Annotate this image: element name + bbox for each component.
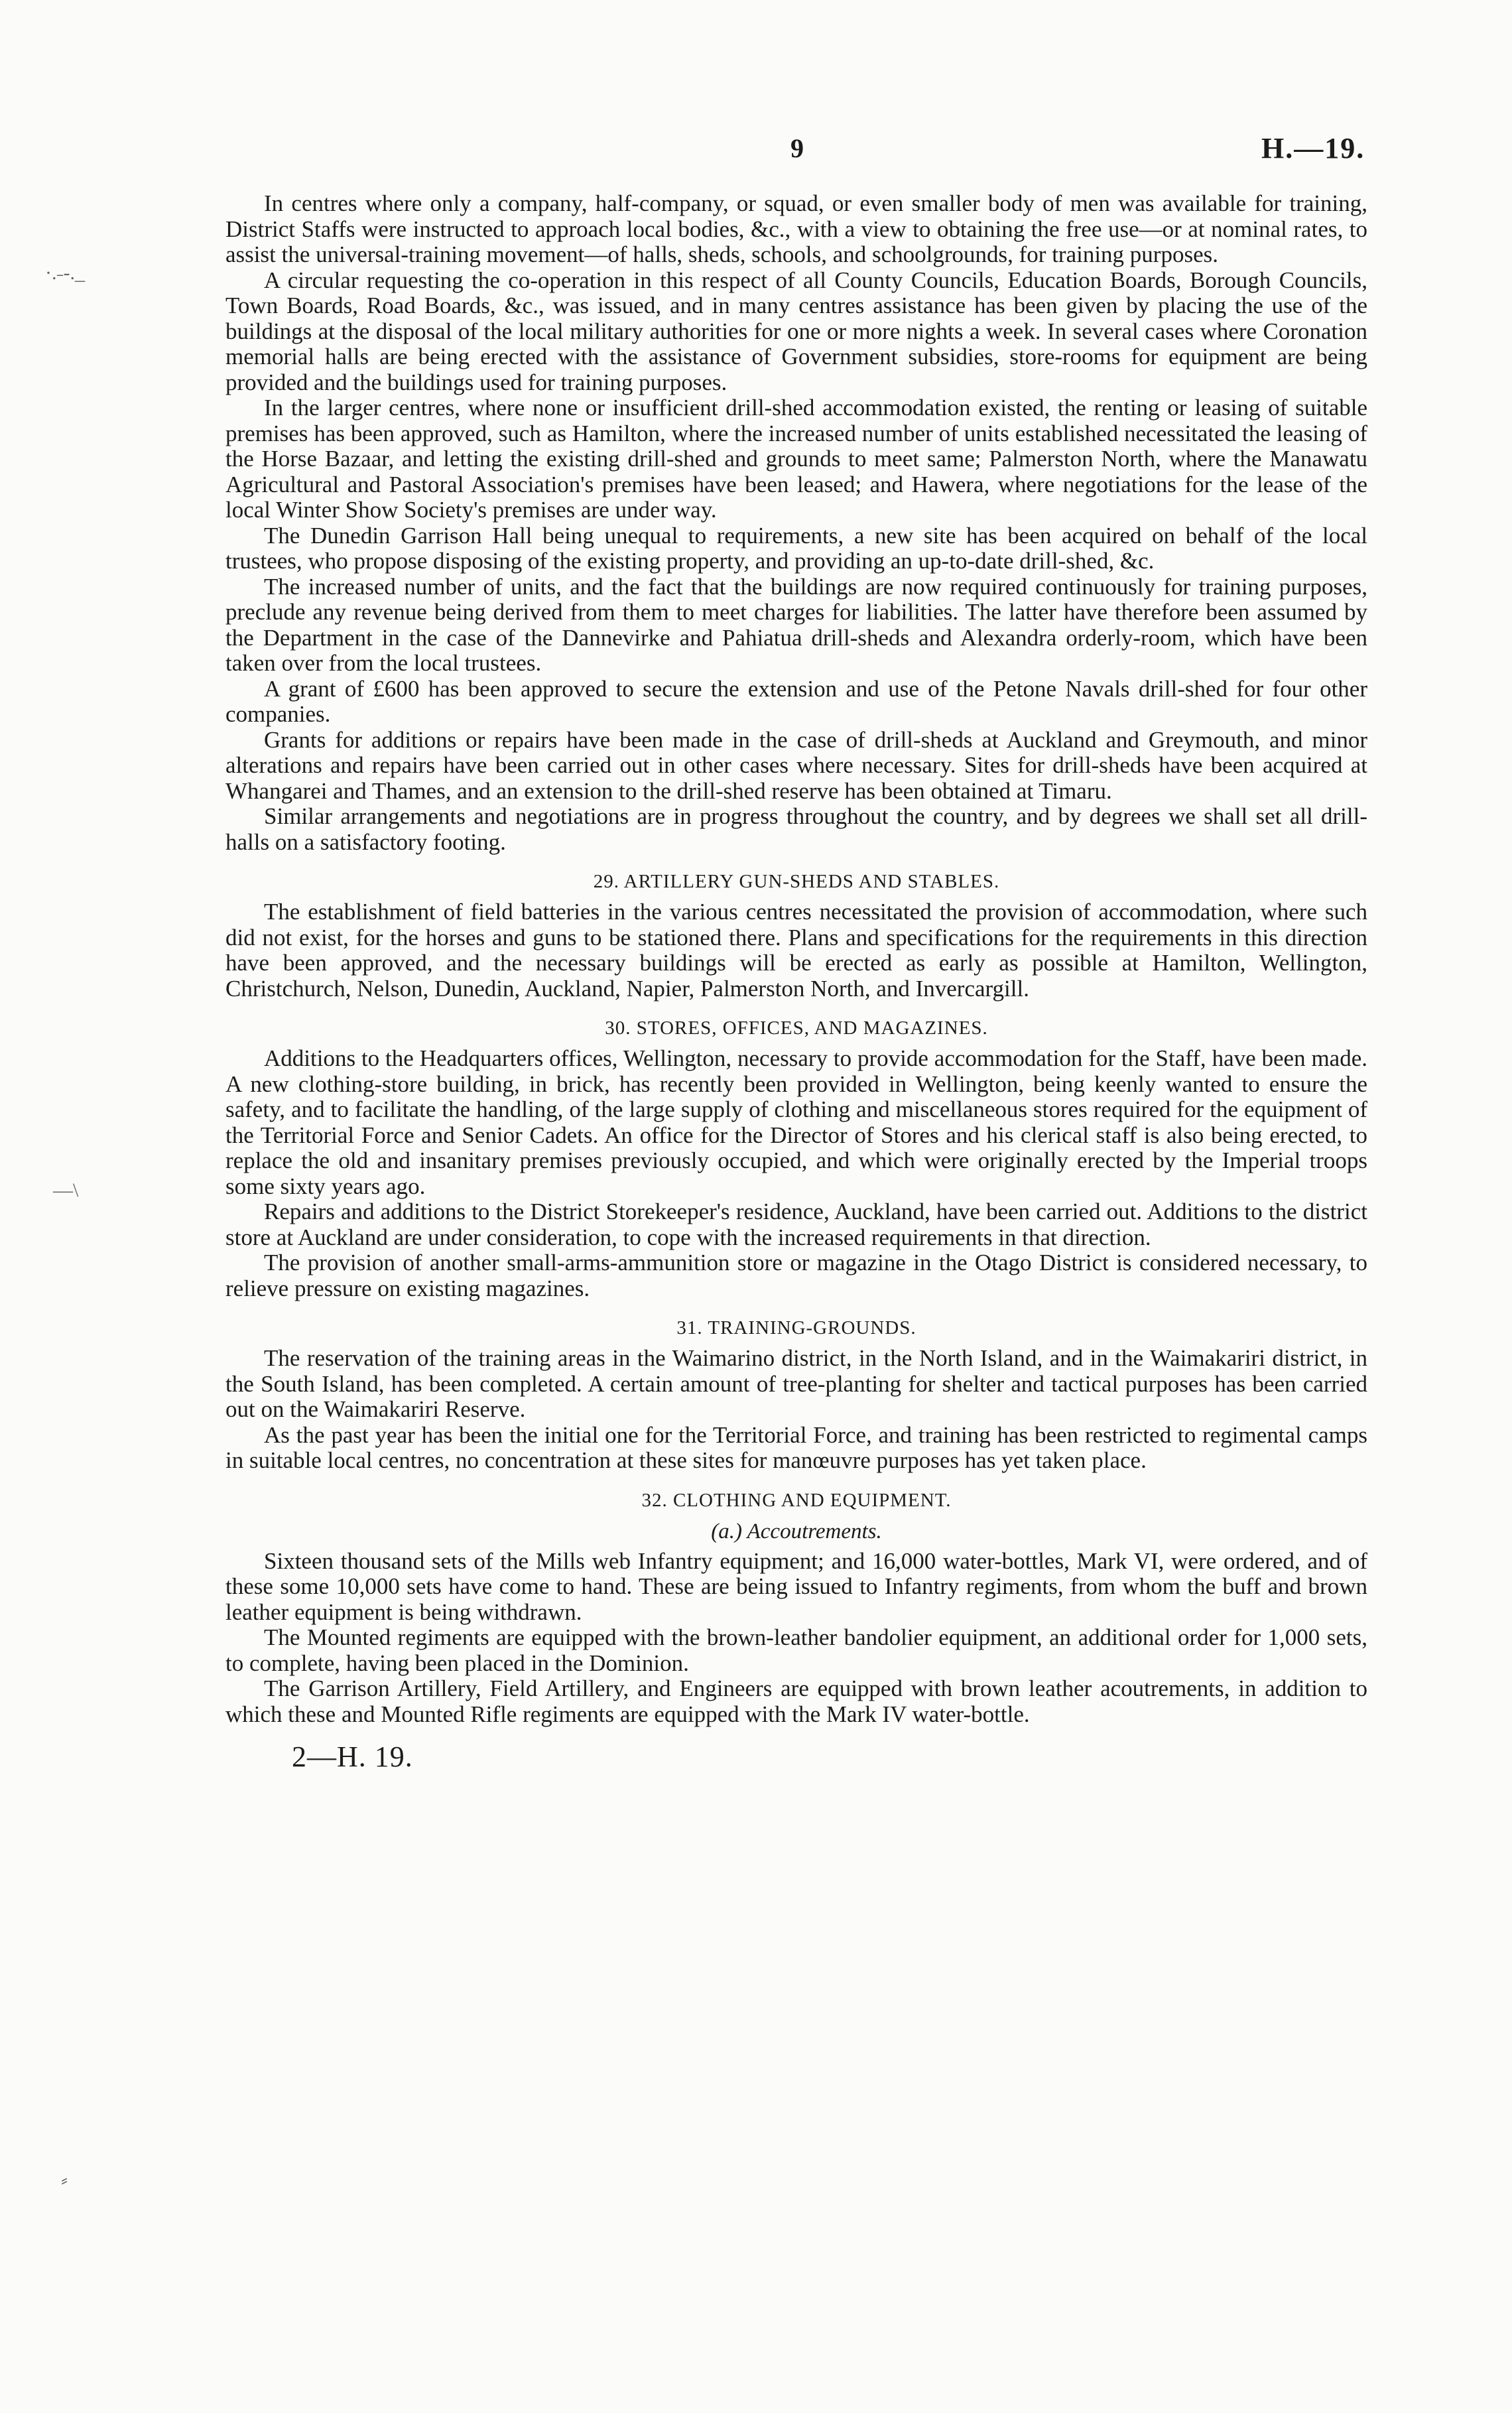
paragraph: Additions to the Headquarters offices, Wellington, necessary to provide accommodation for the Staff, have been made. A new clothing-store building, in brick, has recently been provided in Wellington, being keenly wanted to ensure the safety, and to facilitate the handling, of the large supply of clothing and miscellaneous stores required for the equipment of the Territorial Force and Senior Cadets. An office for the Director of Stores and his clerical staff is also being erected, to replace the old and insanitary premises previously occupied, and which were originally erected by the Imperial troops some sixty years ago.	[225, 1045, 1367, 1199]
page-number: 9	[790, 133, 804, 163]
paragraph: The increased number of units, and the fact that the buildings are now required continuously for training purposes, preclude any revenue being derived from them to meet charges for liabilities. The latter have therefore been assumed by the Department in the case of the Dannevirke and Pahiatua drill-sheds and Alexandra orderly-room, which have been taken over from the local trustees.	[225, 573, 1367, 676]
paragraph: Grants for additions or repairs have been made in the case of drill-sheds at Auckland and Greymouth, and minor alterations and repairs have been carried out in other cases where necessary. Sites for drill-sheds have been acquired at Whangarei and Thames, and an extension to the drill-shed reserve has been obtained at Timaru.	[225, 726, 1367, 804]
section-heading-29: 29. ARTILLERY GUN-SHEDS AND STABLES.	[593, 871, 1000, 892]
report-code: H.—19.	[1261, 132, 1365, 164]
margin-mark-2: —\	[53, 1179, 79, 1201]
subsection-heading: (a.) Accoutrements.	[711, 1519, 882, 1543]
paragraph: Sixteen thousand sets of the Mills web Infantry equipment; and 16,000 water-bottles, Mark VI, were ordered, and of these some 10,000 sets have come to hand. These are being issued to Infantry regiments, from whom the buff and brown leather equipment is being withdrawn.	[225, 1547, 1367, 1625]
paragraph: The reservation of the training areas in the Waimarino district, in the North Island, and in the Waimakariri district, in the South Island, has been completed. A certain amount of tree-planting for shelter and tactical purposes has been carried out on the Waimakariri Reserve.	[225, 1345, 1367, 1422]
paragraph: Similar arrangements and negotiations are in progress throughout the country, and by degrees we shall set all drill-halls on a satisfactory footing.	[225, 803, 1367, 855]
paragraph: The provision of another small-arms-ammunition store or magazine in the Otago District is considered necessary, to relieve pressure on existing magazines.	[225, 1250, 1367, 1301]
paragraph: A circular requesting the co-operation in this respect of all County Councils, Education Boards, Borough Councils, Town Boards, Road Boards, &c., was issued, and in many centres assistance has been given by placing the use of the buildings at the disposal of the local military authorities for one or more nights a week. In several cases where Coronation memorial halls are being erected with the assistance of Government subsidies, store-rooms for equipment are being provided and the buildings used for training purposes.	[225, 267, 1367, 395]
section-heading-31: 31. TRAINING-GROUNDS.	[676, 1317, 916, 1338]
document-body	[225, 190, 1367, 1773]
paragraph: As the past year has been the initial one for the Territorial Force, and training has been restricted to regimental camps in suitable local centres, no concentration at these sites for manœuvre purposes has yet taken place.	[225, 1421, 1367, 1473]
paragraph: Repairs and additions to the District Storekeeper's residence, Auckland, have been carried out. Additions to the district store at Auckland are under consideration, to cope with the increased requirements in that direction.	[225, 1199, 1367, 1250]
section-heading-32: 32. CLOTHING AND EQUIPMENT.	[641, 1489, 952, 1511]
section-heading-30: 30. STORES, OFFICES, AND MAGAZINES.	[605, 1017, 988, 1039]
paragraph: In centres where only a company, half-company, or squad, or even smaller body of men was available for training, District Staffs were instructed to approach local bodies, &c., with a view to obtaining the free use—or at nominal rates, to assist the universal-training movement—of halls, sheds, schools, and schoolgrounds, for training purposes.	[225, 190, 1367, 267]
signature-mark: 2—H. 19.	[292, 1740, 413, 1773]
paragraph: The Dunedin Garrison Hall being unequal to requirements, a new site has been acquired on behalf of the local trustees, who propose disposing of the existing property, and providing an up-to-date drill-shed, &c.	[225, 522, 1367, 574]
paragraph: A grant of £600 has been approved to secure the extension and use of the Petone Navals drill-shed for four other companies.	[225, 675, 1367, 727]
paragraph: The establishment of field batteries in the various centres necessitated the provision of accommodation, where such did not exist, for the horses and guns to be stationed there. Plans and specifications for the requirements in this direction have been approved, and the necessary buildings will be erected as early as possible at Hamilton, Wellington, Christchurch, Nelson, Dunedin, Auckland, Napier, Palmerston North, and Invercargill.	[225, 899, 1367, 1002]
paragraph: The Garrison Artillery, Field Artillery, and Engineers are equipped with brown leather acoutrements, in addition to which these and Mounted Rifle regiments are equipped with the Mark IV water-bottle.	[225, 1675, 1367, 1727]
paragraph: In the larger centres, where none or insufficient drill-shed accommodation existed, the renting or leasing of suitable premises has been approved, such as Hamilton, where the increased number of units established necessitated the leasing of the Horse Bazaar, and letting the existing drill-shed and grounds to meet same; Palmerston North, where the Manawatu Agricultural and Pastoral Association's premises have been leased; and Hawera, where negotiations for the lease of the local Winter Show Society's premises are under way.	[225, 395, 1367, 523]
paragraph: The Mounted regiments are equipped with the brown-leather bandolier equipment, an additional order for 1,000 sets, to complete, having been placed in the Dominion.	[225, 1624, 1367, 1676]
margin-mark-3: ⸗	[61, 2169, 68, 2191]
margin-mark-1: ·.˗‐._	[45, 262, 85, 284]
